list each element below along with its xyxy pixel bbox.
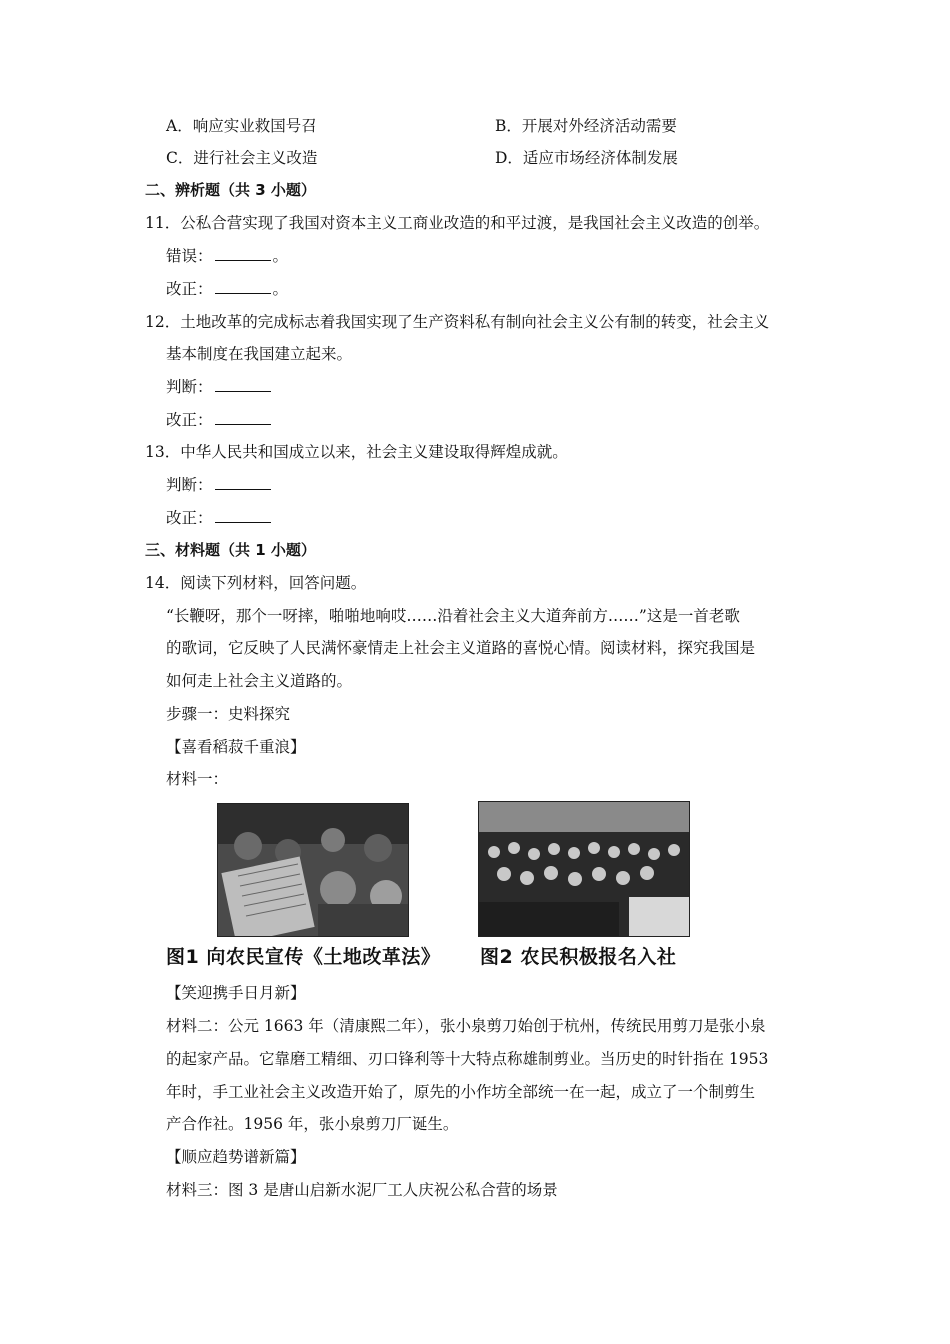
q13-answer-2 bbox=[166, 507, 273, 529]
q11-label-correct: 改正： bbox=[166, 280, 213, 298]
material2-line-2: 的起家产品。它靠磨工精细、刃口锋利等十大特点称雄制剪业。当历史的时针指在 1953 bbox=[166, 1050, 769, 1068]
q13-blank-1[interactable] bbox=[215, 475, 271, 490]
q14-intro: 14．阅读下列材料，回答问题。 bbox=[145, 574, 367, 592]
material2-line-4: 产合作社。1956 年，张小泉剪刀厂诞生。 bbox=[166, 1115, 459, 1133]
figure1-photo bbox=[217, 803, 409, 937]
q12-answer-1 bbox=[166, 376, 273, 398]
q13-blank-2[interactable] bbox=[215, 508, 271, 523]
q12-text-1: 12．土地改革的完成标志着我国实现了生产资料私有制向社会主义公有制的转变，社会主义 bbox=[145, 313, 770, 331]
q11-answer-2 bbox=[166, 278, 288, 300]
option-a: A．响应实业救国号召 bbox=[166, 117, 317, 135]
q11-end-1: 。 bbox=[272, 247, 289, 265]
q13-answer-1 bbox=[166, 474, 273, 496]
q11-blank-2[interactable] bbox=[215, 279, 271, 294]
q11-end-2: 。 bbox=[272, 280, 289, 298]
q12-blank-2[interactable] bbox=[215, 410, 271, 425]
material2-line-3: 年时，手工业社会主义改造开始了，原先的小作坊全部统一在一起，成立了一个制剪生 bbox=[166, 1083, 756, 1101]
q12-label-correct: 改正： bbox=[166, 411, 213, 429]
q11-text: 11．公私合营实现了我国对资本主义工商业改造的和平过渡，是我国社会主义改造的创举。 bbox=[145, 214, 770, 232]
q12-answer-2 bbox=[166, 409, 273, 431]
q12-blank-1[interactable] bbox=[215, 377, 271, 392]
subheading-2: 【笑迎携手日月新】 bbox=[166, 984, 306, 1002]
option-b: B．开展对外经济活动需要 bbox=[495, 117, 677, 135]
figure2-photo bbox=[478, 801, 690, 937]
q11-blank-1[interactable] bbox=[215, 246, 271, 261]
q13-label-correct: 改正： bbox=[166, 509, 213, 527]
q14-para-1: “长鞭呀，那个一呀摔，啪啪地响哎……沿着社会主义大道奔前方……”这是一首老歌 bbox=[166, 607, 740, 625]
figure1-caption: 图1 向农民宣传《土地改革法》 bbox=[166, 946, 441, 968]
q12-text-2: 基本制度在我国建立起来。 bbox=[166, 345, 353, 363]
q14-para-2: 的歌词，它反映了人民满怀豪情走上社会主义道路的喜悦心情。阅读材料，探究我国是 bbox=[166, 639, 756, 657]
q14-para-3: 如何走上社会主义道路的。 bbox=[166, 672, 353, 690]
material1-label: 材料一： bbox=[166, 770, 229, 788]
option-c: C．进行社会主义改造 bbox=[166, 149, 318, 167]
q11-label-error: 错误： bbox=[166, 247, 213, 265]
figure2-caption: 图2 农民积极报名入社 bbox=[480, 946, 677, 968]
q13-text: 13．中华人民共和国成立以来，社会主义建设取得辉煌成就。 bbox=[145, 443, 568, 461]
option-d: D．适应市场经济体制发展 bbox=[495, 149, 678, 167]
section2-heading: 二、辨析题（共 3 小题） bbox=[145, 181, 316, 199]
q12-label-judge: 判断： bbox=[166, 378, 213, 396]
step1-label: 步骤一：史料探究 bbox=[166, 705, 291, 723]
q13-label-judge: 判断： bbox=[166, 476, 213, 494]
q11-answer-1 bbox=[166, 245, 288, 267]
material2-line-1: 材料二：公元 1663 年（清康熙二年），张小泉剪刀始创于杭州，传统民用剪刀是张小泉 bbox=[166, 1017, 766, 1035]
subheading-3: 【顺应趋势谱新篇】 bbox=[166, 1148, 306, 1166]
material3-line-1: 材料三：图 3 是唐山启新水泥厂工人庆祝公私合营的场景 bbox=[166, 1181, 558, 1199]
subheading-1: 【喜看稻菽千重浪】 bbox=[166, 738, 306, 756]
section3-heading: 三、材料题（共 1 小题） bbox=[145, 541, 316, 559]
